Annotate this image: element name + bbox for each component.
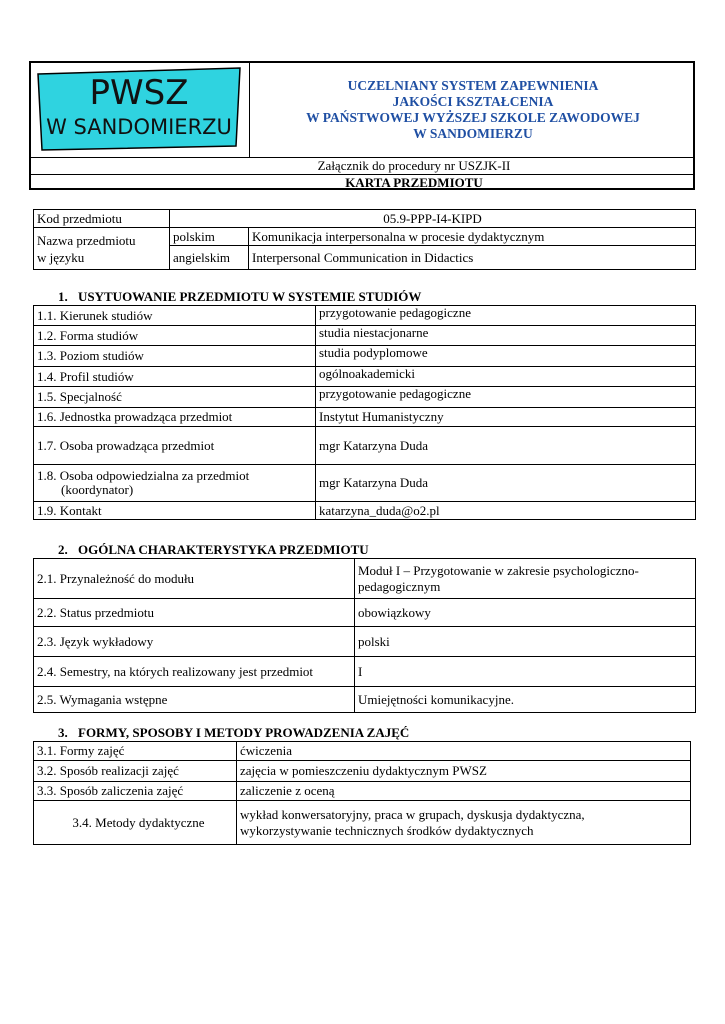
- s1-label: 1.6. Jednostka prowadząca przedmiot: [34, 408, 316, 427]
- section-1-title: USYTUOWANIE PRZEDMIOTU W SYSTEMIE STUDIÓW: [78, 289, 422, 304]
- s2-label: 2.2. Status przedmiotu: [34, 599, 355, 627]
- s2-label: 2.5. Wymagania wstępne: [34, 687, 355, 713]
- s2-value-line-2: pedagogicznym: [358, 578, 441, 594]
- s2-value: obowiązkowy: [355, 599, 696, 627]
- s1-value: studia podyplomowe: [316, 346, 696, 367]
- document-header: [29, 61, 695, 190]
- s1-label: 1.4. Profil studiów: [34, 367, 316, 387]
- section-2-heading: [58, 543, 369, 557]
- name-en: Interpersonal Communication in Didactics: [249, 246, 696, 270]
- s1-label: 1.3. Poziom studiów: [34, 346, 316, 367]
- section-2-title: OGÓLNA CHARAKTERYSTYKA PRZEDMIOTU: [78, 542, 369, 557]
- uni-line-1: UCZELNIANY SYSTEM ZAPEWNIENIA: [347, 78, 599, 93]
- section-1-table: [33, 305, 696, 520]
- section-3-num: 3.: [58, 725, 68, 740]
- s1-value: ogólnoakademicki: [316, 367, 696, 387]
- s1-label: 1.2. Forma studiów: [34, 326, 316, 346]
- section-3-table: [33, 741, 691, 845]
- annex-label: Załącznik do procedury nr USZJK-II: [31, 157, 693, 173]
- s1-label-line-2: (koordynator): [61, 482, 134, 497]
- pwsz-logo: [34, 66, 244, 152]
- s3-label: 3.2. Sposób realizacji zajęć: [34, 761, 237, 782]
- uni-line-2: JAKOŚCI KSZTAŁCENIA: [392, 94, 554, 109]
- section-3-title: FORMY, SPOSOBY I METODY PROWADZENIA ZAJĘĆ: [78, 725, 410, 740]
- s3-value: zajęcia w pomieszczeniu dydaktycznym PWSZ: [237, 761, 691, 782]
- section-1-num: 1.: [58, 289, 68, 304]
- logo-text-bottom: W SANDOMIERZU: [46, 115, 232, 139]
- s3-label: 3.4. Metody dydaktyczne: [34, 801, 237, 845]
- section-2-num: 2.: [58, 542, 68, 557]
- s1-label: [34, 465, 316, 502]
- s2-label: 2.3. Język wykładowy: [34, 627, 355, 657]
- section-3-heading: [58, 726, 409, 740]
- name-pl: Komunikacja interpersonalna w procesie dydaktycznym: [249, 228, 696, 246]
- card-title: KARTA PRZEDMIOTU: [31, 174, 693, 190]
- s1-value: mgr Katarzyna Duda: [316, 427, 696, 465]
- lang-en: angielskim: [170, 246, 249, 270]
- logo-text-top: PWSZ: [89, 73, 189, 113]
- s1-label-line-1: 1.8. Osoba odpowiedzialna za przedmiot: [37, 468, 250, 483]
- s2-label: 2.1. Przynależność do modułu: [34, 559, 355, 599]
- uni-line-3: W PAŃSTWOWEJ WYŻSZEJ SZKOLE ZAWODOWEJ: [306, 110, 640, 125]
- s1-value: mgr Katarzyna Duda: [316, 465, 696, 502]
- s3-value: zaliczenie z oceną: [237, 782, 691, 801]
- s3-value-line-2: wykorzystywanie technicznych środków dydaktycznych: [240, 822, 534, 838]
- s1-label: 1.5. Specjalność: [34, 387, 316, 408]
- s1-label: 1.1. Kierunek studiów: [34, 306, 316, 326]
- s3-value: ćwiczenia: [237, 742, 691, 761]
- name-label: [34, 228, 170, 270]
- code-value: 05.9-PPP-I4-KIPD: [170, 210, 696, 228]
- s2-value: polski: [355, 627, 696, 657]
- s1-value: przygotowanie pedagogiczne: [316, 387, 696, 408]
- s2-label: 2.4. Semestry, na których realizowany jest przedmiot: [34, 657, 355, 687]
- name-label-line-1: Nazwa przedmiotu: [37, 232, 136, 248]
- university-name: [251, 63, 695, 157]
- s3-value-line-1: wykład konwersatoryjny, praca w grupach, dyskusja dydaktyczna,: [240, 806, 585, 822]
- code-label: Kod przedmiotu: [34, 210, 170, 228]
- s1-value: przygotowanie pedagogiczne: [316, 306, 696, 326]
- course-id-table: [33, 209, 696, 270]
- s1-value: katarzyna_duda@o2.pl: [316, 502, 696, 520]
- s1-value: Instytut Humanistyczny: [316, 408, 696, 427]
- s3-label: 3.3. Sposób zaliczenia zajęć: [34, 782, 237, 801]
- lang-pl: polskim: [170, 228, 249, 246]
- uni-line-4: W SANDOMIERZU: [413, 126, 533, 141]
- name-label-line-2: w języku: [37, 249, 85, 265]
- logo-cell: [31, 63, 250, 157]
- s2-value-line-1: Moduł I – Przygotowanie w zakresie psychologiczno-: [358, 562, 639, 578]
- s2-value: [355, 559, 696, 599]
- section-1-heading: [58, 290, 421, 304]
- s1-label: 1.7. Osoba prowadząca przedmiot: [34, 427, 316, 465]
- section-2-table: [33, 558, 696, 713]
- s1-label: 1.9. Kontakt: [34, 502, 316, 520]
- s2-value: Umiejętności komunikacyjne.: [355, 687, 696, 713]
- s3-label: 3.1. Formy zajęć: [34, 742, 237, 761]
- s2-value: I: [355, 657, 696, 687]
- s3-value: [237, 801, 691, 845]
- s1-value: studia niestacjonarne: [316, 326, 696, 346]
